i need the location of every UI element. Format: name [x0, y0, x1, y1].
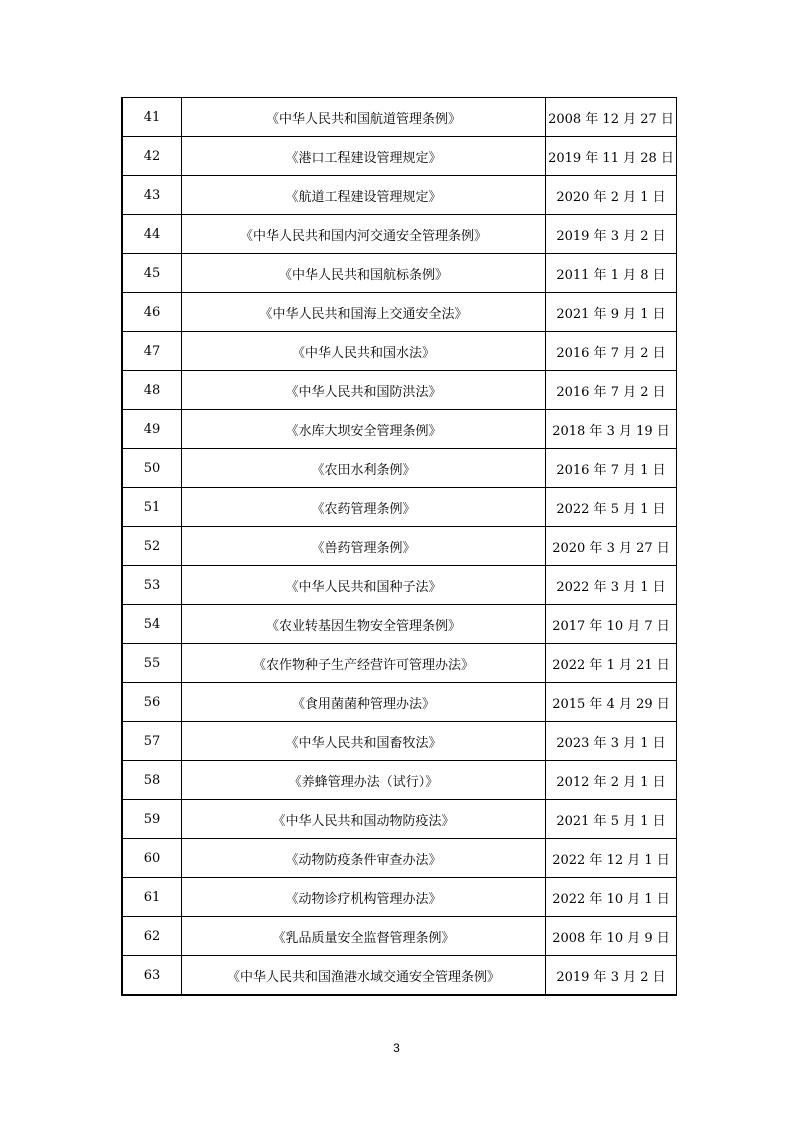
regulation-name-cell: 《中华人民共和国水法》 [182, 332, 546, 371]
regulation-name-cell: 《农业转基因生物安全管理条例》 [182, 605, 546, 644]
regulation-name-cell: 《中华人民共和国渔港水域交通安全管理条例》 [182, 956, 546, 996]
row-number-cell: 54 [122, 605, 182, 644]
table-row [122, 449, 677, 488]
table-row [122, 332, 677, 371]
effective-date-cell: 2008 年 12 月 27 日 [546, 98, 677, 137]
table-row [122, 878, 677, 917]
regulation-name-cell: 《动物诊疗机构管理办法》 [182, 878, 546, 917]
table-row [122, 839, 677, 878]
effective-date-cell: 2022 年 12 月 1 日 [546, 839, 677, 878]
regulation-name-cell: 《中华人民共和国动物防疫法》 [182, 800, 546, 839]
effective-date-cell: 2011 年 1 月 8 日 [546, 254, 677, 293]
row-number-cell: 62 [122, 917, 182, 956]
effective-date-cell: 2019 年 3 月 2 日 [546, 956, 677, 996]
effective-date-cell: 2022 年 1 月 21 日 [546, 644, 677, 683]
row-number-cell: 53 [122, 566, 182, 605]
row-number-cell: 44 [122, 215, 182, 254]
effective-date-cell: 2022 年 10 月 1 日 [546, 878, 677, 917]
effective-date-cell: 2021 年 9 月 1 日 [546, 293, 677, 332]
row-number-cell: 46 [122, 293, 182, 332]
row-number-cell: 43 [122, 176, 182, 215]
effective-date-cell: 2017 年 10 月 7 日 [546, 605, 677, 644]
effective-date-cell: 2023 年 3 月 1 日 [546, 722, 677, 761]
regulation-name-cell: 《港口工程建设管理规定》 [182, 137, 546, 176]
regulation-name-cell: 《中华人民共和国航道管理条例》 [182, 98, 546, 137]
effective-date-cell: 2016 年 7 月 2 日 [546, 371, 677, 410]
regulation-name-cell: 《动物防疫条件审查办法》 [182, 839, 546, 878]
effective-date-cell: 2019 年 3 月 2 日 [546, 215, 677, 254]
regulation-name-cell: 《养蜂管理办法（试行）》 [182, 761, 546, 800]
regulation-name-cell: 《农作物种子生产经营许可管理办法》 [182, 644, 546, 683]
row-number-cell: 49 [122, 410, 182, 449]
table-row [122, 176, 677, 215]
table-row [122, 410, 677, 449]
effective-date-cell: 2020 年 3 月 27 日 [546, 527, 677, 566]
regulation-name-cell: 《农药管理条例》 [182, 488, 546, 527]
regulation-name-cell: 《中华人民共和国畜牧法》 [182, 722, 546, 761]
row-number-cell: 41 [122, 98, 182, 137]
table-row [122, 722, 677, 761]
effective-date-cell: 2012 年 2 月 1 日 [546, 761, 677, 800]
table-row [122, 800, 677, 839]
row-number-cell: 61 [122, 878, 182, 917]
effective-date-cell: 2019 年 11 月 28 日 [546, 137, 677, 176]
table-row [122, 683, 677, 722]
regulation-name-cell: 《中华人民共和国航标条例》 [182, 254, 546, 293]
table-row [122, 644, 677, 683]
row-number-cell: 45 [122, 254, 182, 293]
effective-date-cell: 2021 年 5 月 1 日 [546, 800, 677, 839]
regulation-name-cell: 《航道工程建设管理规定》 [182, 176, 546, 215]
table-row [122, 488, 677, 527]
regulation-name-cell: 《中华人民共和国种子法》 [182, 566, 546, 605]
effective-date-cell: 2016 年 7 月 1 日 [546, 449, 677, 488]
regulation-name-cell: 《中华人民共和国海上交通安全法》 [182, 293, 546, 332]
page-number: 3 [393, 1041, 400, 1055]
regulation-name-cell: 《水库大坝安全管理条例》 [182, 410, 546, 449]
regulation-name-cell: 《兽药管理条例》 [182, 527, 546, 566]
table-row [122, 371, 677, 410]
row-number-cell: 56 [122, 683, 182, 722]
regulation-name-cell: 《中华人民共和国内河交通安全管理条例》 [182, 215, 546, 254]
effective-date-cell: 2008 年 10 月 9 日 [546, 917, 677, 956]
table-row [122, 917, 677, 956]
table-row [122, 527, 677, 566]
regulation-name-cell: 《食用菌菌种管理办法》 [182, 683, 546, 722]
table-row [122, 293, 677, 332]
row-number-cell: 51 [122, 488, 182, 527]
effective-date-cell: 2022 年 3 月 1 日 [546, 566, 677, 605]
table-row [122, 215, 677, 254]
table-row [122, 254, 677, 293]
effective-date-cell: 2018 年 3 月 19 日 [546, 410, 677, 449]
table-row [122, 761, 677, 800]
regulation-name-cell: 《中华人民共和国防洪法》 [182, 371, 546, 410]
effective-date-cell: 2022 年 5 月 1 日 [546, 488, 677, 527]
regulations-table [121, 97, 677, 996]
effective-date-cell: 2015 年 4 月 29 日 [546, 683, 677, 722]
regulation-name-cell: 《乳品质量安全监督管理条例》 [182, 917, 546, 956]
row-number-cell: 42 [122, 137, 182, 176]
table-row [122, 605, 677, 644]
row-number-cell: 60 [122, 839, 182, 878]
regulation-name-cell: 《农田水利条例》 [182, 449, 546, 488]
row-number-cell: 48 [122, 371, 182, 410]
table-row [122, 137, 677, 176]
row-number-cell: 47 [122, 332, 182, 371]
row-number-cell: 52 [122, 527, 182, 566]
row-number-cell: 55 [122, 644, 182, 683]
row-number-cell: 59 [122, 800, 182, 839]
effective-date-cell: 2016 年 7 月 2 日 [546, 332, 677, 371]
row-number-cell: 50 [122, 449, 182, 488]
row-number-cell: 57 [122, 722, 182, 761]
table-row [122, 956, 677, 996]
row-number-cell: 63 [122, 956, 182, 996]
regulations-table-body [122, 98, 677, 996]
table-row [122, 98, 677, 137]
table-row [122, 566, 677, 605]
row-number-cell: 58 [122, 761, 182, 800]
effective-date-cell: 2020 年 2 月 1 日 [546, 176, 677, 215]
